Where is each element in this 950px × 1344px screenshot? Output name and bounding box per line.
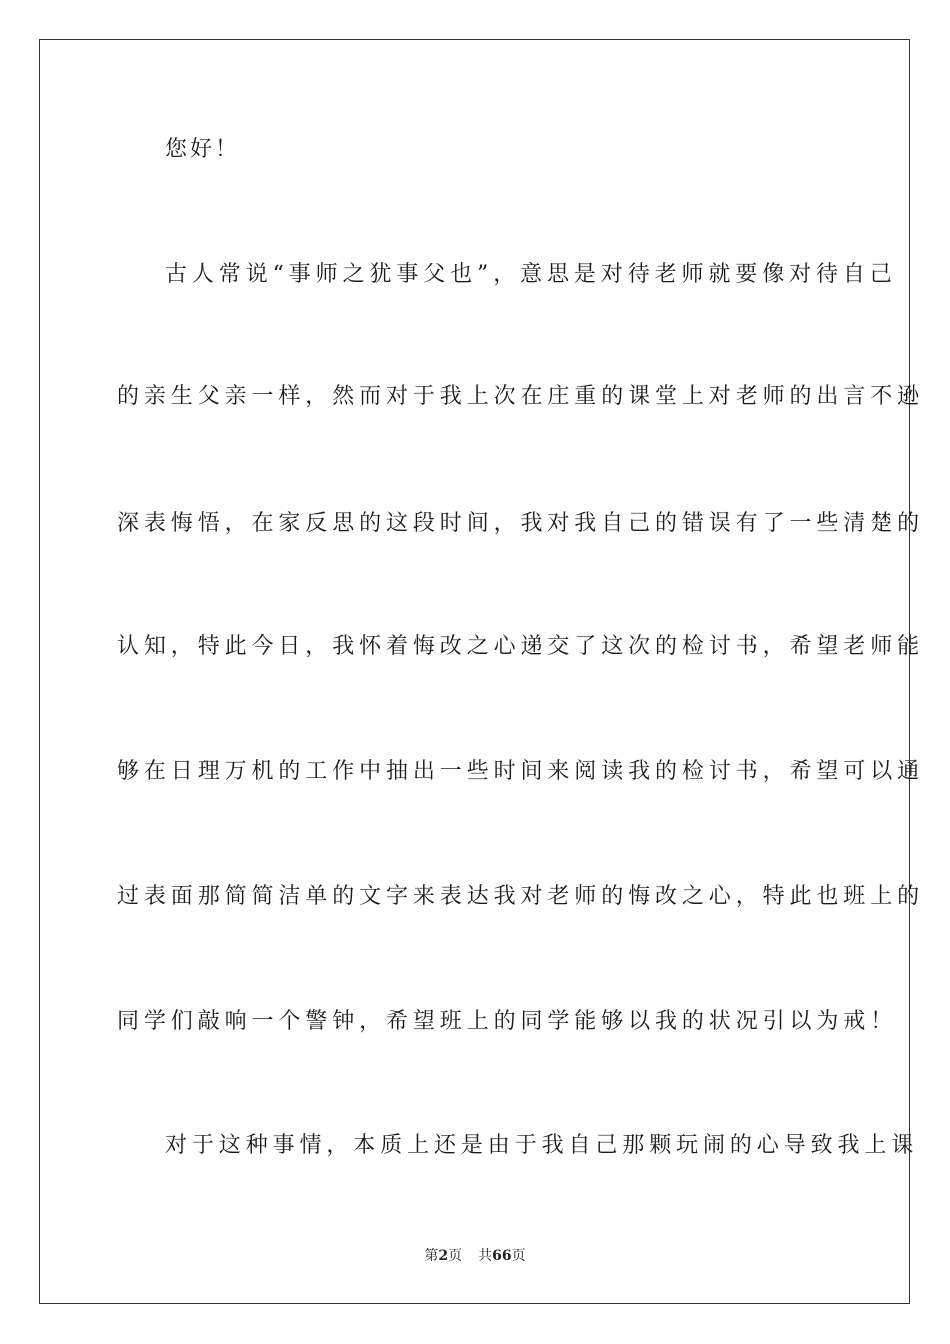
paragraph-line-5: 够在日理万机的工作中抽出一些时间来阅读我的检讨书，希望可以通 [117, 759, 925, 784]
paragraph-line-3: 深表悔悟，在家反思的这段时间，我对我自己的错误有了一些清楚的 [117, 511, 925, 536]
paragraph-line-7: 同学们敲响一个警钟，希望班上的同学能够以我的状况引以为戒！ [117, 1009, 898, 1034]
paragraph-line-4: 认知，特此今日，我怀着悔改之心递交了这次的检讨书，希望老师能 [117, 634, 925, 659]
paragraph-line-2: 的亲生父亲一样，然而对于我上次在庄重的课堂上对老师的出言不逊 [117, 384, 925, 409]
total-suffix: 页 [511, 1248, 526, 1264]
page-number: 2 [438, 1248, 449, 1264]
page-border [39, 39, 925, 1304]
page-footer [0, 1246, 950, 1266]
page-prefix: 第 [424, 1248, 439, 1264]
paragraph-line-8: 对于这种事情，本质上还是由于我自己那颗玩闹的心导致我上课 [165, 1133, 919, 1158]
paragraph-line-6: 过表面那简简洁单的文字来表达我对老师的悔改之心，特此也班上的 [117, 884, 925, 909]
page-suffix: 页 [448, 1248, 463, 1264]
greeting: 您好！ [165, 137, 241, 162]
total-prefix: 共 [478, 1248, 493, 1264]
paragraph-line-1: 古人常说“事师之犹事父也”，意思是对待老师就要像对待自己 [165, 262, 897, 287]
total-pages: 66 [492, 1248, 512, 1264]
